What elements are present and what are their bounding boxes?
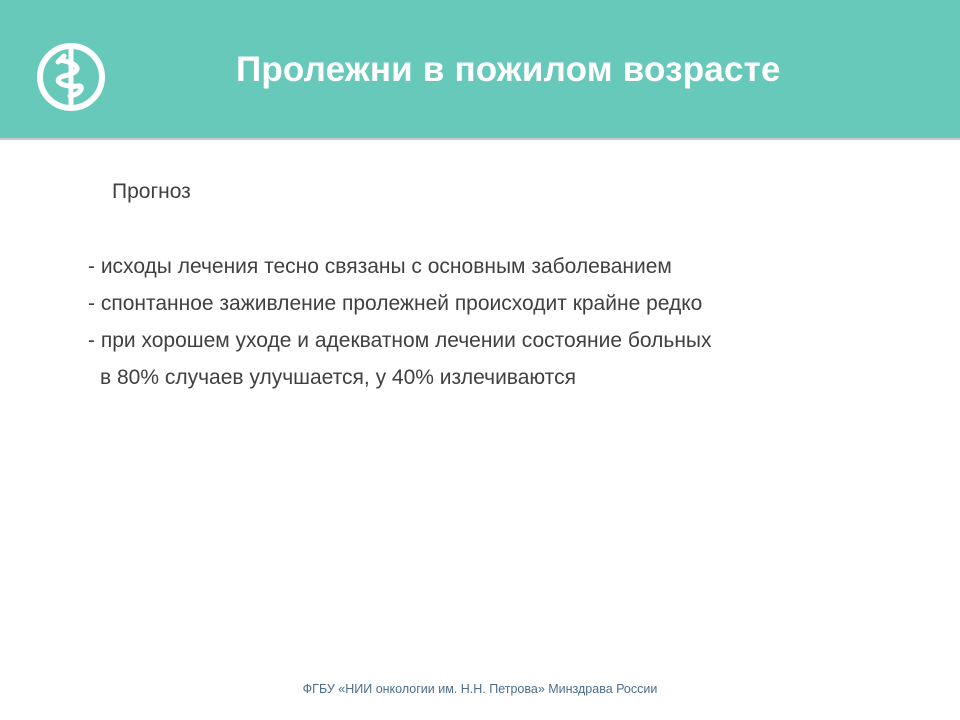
slide-title: Пролежни в пожилом возрасте — [236, 50, 781, 89]
bullet-item: - спонтанное заживление пролежней происходит крайне редко — [88, 292, 703, 315]
caduceus-logo-icon — [34, 40, 108, 114]
slide-content — [0, 140, 960, 660]
slide-footer: ФГБУ «НИИ онкологии им. Н.Н. Петрова» Минздрава России — [302, 682, 658, 696]
section-heading: Прогноз — [112, 180, 191, 203]
bullet-item: - исходы лечения тесно связаны с основным заболеванием — [88, 255, 672, 278]
bullet-item: - при хорошем уходе и адекватном лечении состояние больных — [88, 329, 712, 352]
bullet-item-continuation: в 80% случаев улучшается, у 40% излечиваются — [100, 366, 576, 389]
slide-header — [0, 0, 960, 140]
